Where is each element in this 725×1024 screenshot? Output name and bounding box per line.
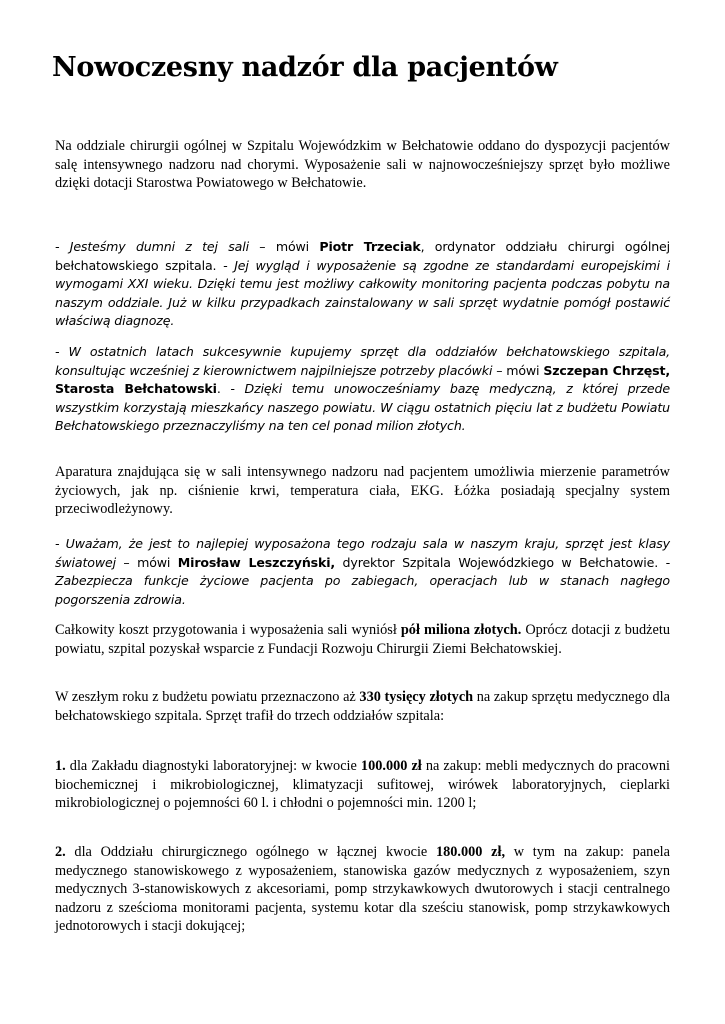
speaker-chrzest: Szczepan Chrzęst, Starosta Bełchatowski: [55, 362, 670, 396]
quote-trzeciak-opening: - Jesteśmy dumni z tej sali: [55, 239, 249, 254]
list-item-number: 2.: [55, 844, 66, 860]
quote-leszczynski-body: - Zabezpiecza funkcje życiowe pacjenta po zabiegach, operacjach lub w stanach nagłego pogorszenia zdrowia.: [55, 554, 670, 607]
list-item-text-1: dla Zakładu diagnostyki laboratoryjnej: w kwocie: [65, 758, 361, 774]
cost-amount: pół miliona złotych.: [400, 622, 522, 638]
quote-trzeciak-says: – mówi: [248, 239, 320, 254]
quote-leszczynski-says: – mówi: [115, 554, 178, 570]
budget-text-1: W zeszłym roku z budżetu powiatu przeznaczono aż: [55, 689, 360, 705]
speaker-trzeciak: Piotr Trzeciak: [319, 239, 421, 254]
cost-text-1: Całkowity koszt przygotowania i wyposażenia sali wyniósł: [55, 622, 401, 638]
quote-chrzest-opening: - W ostatnich latach sukcesywnie kupujemy sprzęt dla oddziałów bełchatowskiego szpitala, konsultując wcześniej z kierownictwem najpilniejsze potrzeby placówki: [55, 344, 670, 378]
list-item-amount: 180.000 zł,: [435, 844, 506, 860]
quote-leszczynski: [55, 535, 670, 609]
quote-leszczynski-opening: - Uważam, że jest to najlepiej wyposażona tego rodzaju sala w naszym kraju, sprzęt jest klasy światowej: [55, 536, 670, 570]
list-item-text-2: w tym na zakup: panela medycznego stanowiskowego z wyposażeniem, stanowiska gazów medycznych z wyposażeniem, szyn medycznych 3-stanowiskowych z akcesoriami, pomp strzykawkowych dwutorowych i stacji centralnego nadzoru z sześcioma monitorami pacjenta, systemu kotar dla sześciu stanowisk, pomp strzykawkowych jednotorowych i stacji dokującej;: [55, 844, 670, 934]
list-item-number: 1.: [55, 758, 66, 774]
list-item-text-2: na zakup: mebli medycznych do pracowni biochemicznej i mikrobiologicznej, klimatyzacji sufitowej, wirówek laboratoryjnych, cieplarki mikrobiologicznej o pojemności 60 l. i chłodni o pojemności min. 1200 l;: [55, 758, 670, 811]
speaker-leszczynski: Mirosław Leszczyński,: [177, 554, 336, 570]
quote-chrzest-body: - Dzięki temu unowocześniamy bazę medyczną, z której przede wszystkim korzystają mieszkańcy naszego powiatu. W ciągu ostatnich pięciu lat z budżetu Powiatu Bełchatowskiego przeznaczyliśmy na ten cel ponad milion złotych.: [55, 381, 670, 433]
intro-paragraph: Na oddziale chirurgii ogólnej w Szpitalu Wojewódzkim w Bełchatowie oddano do dyspozycji pacjentów salę intensywnego nadzoru nad chorymi. Wyposażenie sali w najnowocześniejszy sprzęt było możliwe dzięki dotacji Starostwa Powiatowego w Bełchatowie.: [55, 138, 670, 191]
list-item-text-1: dla Oddziału chirurgicznego ogólnego w łącznej kwocie: [65, 844, 436, 860]
quote-trzeciak: [55, 238, 670, 331]
list-item-lab: [55, 757, 670, 813]
equipment-paragraph: Aparatura znajdująca się w sali intensywnego nadzoru nad pacjentem umożliwia mierzenie parametrów życiowych, jak np. ciśnienie krwi, temperatura ciała, EKG. Łóżka posiadają specjalny system przeciwodleżynowy.: [55, 464, 670, 517]
budget-amount: 330 tysięcy złotych: [359, 689, 474, 705]
quote-trzeciak-body: - Jej wygląd i wyposażenie są zgodne ze standardami europejskimi i wymogami XXI wieku. Dzięki temu jest możliwy całkowity monitoring pacjenta podczas pobytu na naszym oddziale. Już w kilku przypadkach zainstalowany w sali sprzęt wydatnie pomógł postawić właściwą diagnozę.: [55, 257, 670, 328]
list-item-amount: 100.000 zł: [360, 758, 422, 774]
budget-text-2: na zakup sprzętu medycznego dla bełchatowskiego szpitala. Sprzęt trafił do trzech oddziałów szpitala:: [55, 689, 670, 724]
quote-trzeciak-role: , ordynator oddziału chirurgi ogólnej bełchatowskiego szpitala.: [55, 239, 670, 273]
quote-chrzest-sep: .: [216, 381, 231, 396]
page-title: Nowoczesny nadzór dla pacjentów: [52, 52, 558, 83]
list-item-surgery: [55, 843, 670, 936]
budget-paragraph: [55, 688, 670, 725]
quote-chrzest-says: – mówi: [496, 362, 544, 378]
cost-text-2: Oprócz dotacji z budżetu powiatu, szpital pozyskał wsparcie z Fundacji Rozwoju Chirurgii Ziemi Bełchatowskiej.: [55, 622, 670, 657]
cost-paragraph: [55, 621, 670, 658]
quote-chrzest: [55, 343, 670, 436]
quote-leszczynski-role: dyrektor Szpitala Wojewódzkiego w Bełchatowie.: [335, 554, 666, 570]
